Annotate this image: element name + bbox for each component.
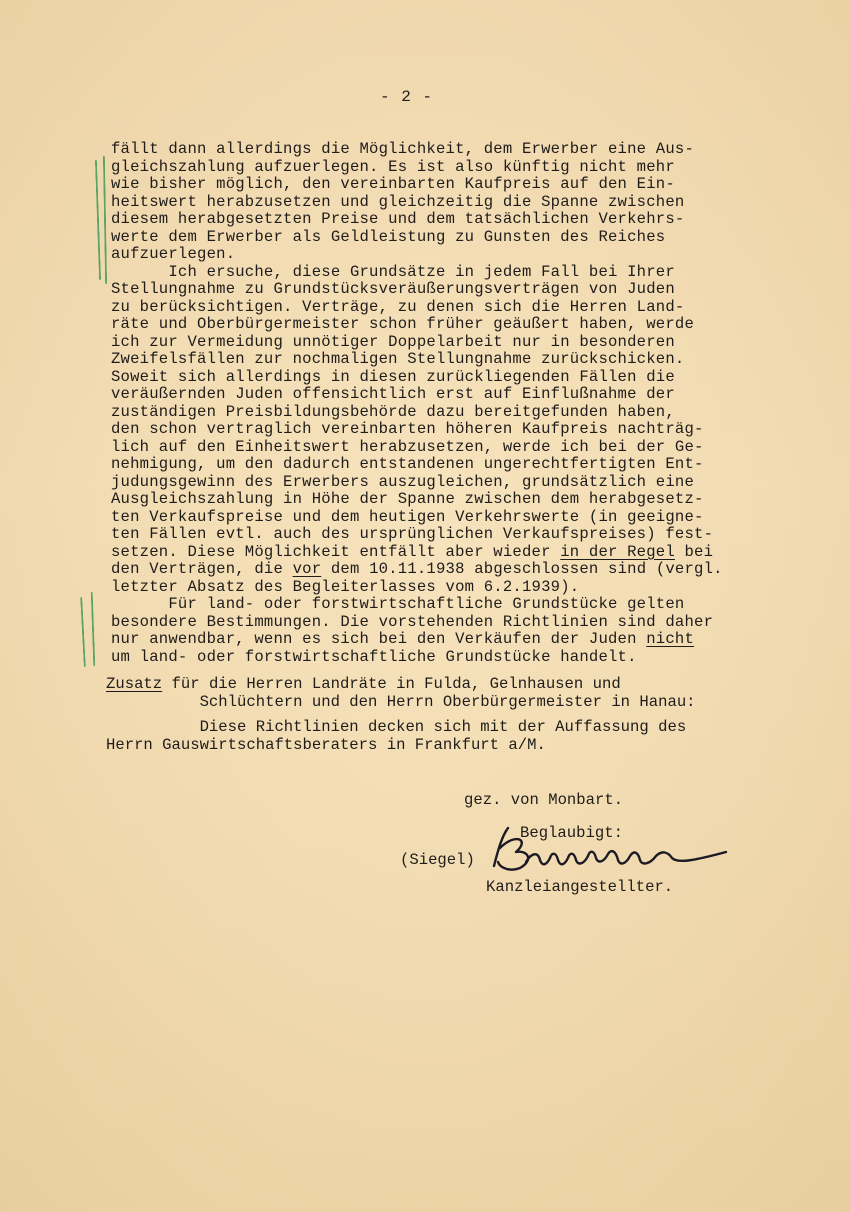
- handwritten-signature: [486, 822, 736, 882]
- p1-line: fällt dann allerdings die Möglichkeit, dem Erwerber eine Aus-: [111, 140, 695, 158]
- certified-label: Beglaubigt:: [520, 824, 623, 842]
- p2-line: Ausgleichszahlung in Höhe der Spanne zwischen dem herabgesetz-: [111, 490, 704, 508]
- p1-line: heitswert herabzusetzen und gleichzeitig die Spanne zwischen: [111, 192, 685, 211]
- addendum-line: Zusatz für die Herren Landräte in Fulda, Gelnhausen und: [106, 675, 621, 693]
- paragraph-2-line: setzen. Diese Möglichkeit entfällt aber wieder in der Regel bei: [111, 542, 714, 561]
- p2-line: ten Verkaufspreise und dem heutigen Verkehrswerte (in geeigne-: [111, 507, 704, 526]
- paragraph-3-line: nur anwendbar, wenn es sich bei den Verkäufen der Juden nicht: [111, 630, 695, 648]
- p2-line: lich auf den Einheitswert herabzusetzen, werde ich bei der Ge-: [111, 437, 704, 456]
- paragraph-2-line: den Verträgen, die vor dem 10.11.1938 abgeschlossen sind (vergl.: [111, 560, 723, 578]
- underlined-word: nicht: [646, 630, 695, 648]
- page-number: - 2 -: [380, 88, 434, 106]
- p2-line: Ich ersuche, diese Grundsätze in jedem Fall bei Ihrer: [111, 262, 675, 281]
- addendum-line: Schlüchtern und den Herrn Oberbürgermeister in Hanau:: [106, 692, 696, 711]
- addendum: [106, 676, 806, 754]
- p3-line: besondere Bestimmungen. Die vorstehenden Richtlinien sind daher: [111, 612, 714, 631]
- margin-mark-1b: [103, 156, 107, 284]
- p2-line: ten Fällen evtl. auch des ursprünglichen Verkaufspreises) fest-: [111, 525, 714, 543]
- p2-line: Zweifelsfällen zur nochmaligen Stellungnahme zurückschicken.: [111, 350, 685, 368]
- underlined-phrase: in der Regel: [560, 542, 675, 561]
- p1-line: werte dem Erwerber als Geldleistung zu Gunsten des Reiches: [111, 227, 666, 246]
- p1-line: gleichszahlung aufzuerlegen. Es ist also künftig nicht mehr: [111, 157, 675, 176]
- paragraph-3: [111, 596, 791, 631]
- signed-by: gez. von Monbart.: [464, 791, 624, 809]
- margin-mark-1a: [95, 160, 101, 280]
- addendum-label: Zusatz: [106, 675, 163, 693]
- paragraph-2: [111, 264, 791, 544]
- p2-line: veräußernden Juden offensichtlich erst auf Einflußnahme der: [111, 385, 675, 403]
- paragraph-1: [111, 141, 791, 264]
- p2-line: nehmigung, um den dadurch entstandenen ungerechtfertigten Ent-: [111, 455, 704, 473]
- p2-line: zu berücksichtigen. Verträge, zu denen sich die Herren Land-: [111, 297, 685, 316]
- margin-mark-2b: [91, 592, 96, 666]
- p2-line: Soweit sich allerdings in diesen zurückliegenden Fällen die: [111, 367, 675, 386]
- clerk-role: Kanzleiangestellter.: [486, 878, 674, 896]
- paragraph-3-line: um land- oder forstwirtschaftliche Grundstücke handelt.: [111, 647, 637, 666]
- p2-line: judungsgewinn des Erwerbers auszugleichen, grundsätzlich eine: [111, 472, 695, 491]
- p2-line: räte und Oberbürgermeister schon früher geäußert haben, werde: [111, 315, 695, 333]
- p2-line: zuständigen Preisbildungsbehörde dazu bereitgefunden haben,: [111, 402, 675, 421]
- p2-line: Stellungnahme zu Grundstücksveräußerungsverträgen von Juden: [111, 280, 675, 298]
- margin-mark-2a: [80, 597, 86, 667]
- paragraph-2-line: letzter Absatz des Begleiterlasses vom 6.2.1939).: [111, 577, 580, 596]
- p1-line: aufzuerlegen.: [111, 245, 236, 263]
- p1-line: diesem herabgesetzten Preise und dem tatsächlichen Verkehrs-: [111, 210, 685, 228]
- p2-line: den schon vertraglich vereinbarten höheren Kaufpreis nachträg-: [111, 420, 704, 438]
- addendum-line: Herrn Gauswirtschaftsberaters in Frankfurt a/M.: [106, 735, 546, 754]
- addendum-line: Diese Richtlinien decken sich mit der Auffassung des: [106, 718, 687, 736]
- letter-body: [111, 141, 791, 666]
- p3-line: Für land- oder forstwirtschaftliche Grundstücke gelten: [111, 595, 685, 613]
- underlined-word: vor: [292, 560, 322, 578]
- seal-label: (Siegel): [400, 851, 475, 869]
- p1-line: wie bisher möglich, den vereinbarten Kaufpreis auf den Ein-: [111, 175, 675, 193]
- p2-line: ich zur Vermeidung unnötiger Doppelarbeit nur in besonderen: [111, 332, 675, 351]
